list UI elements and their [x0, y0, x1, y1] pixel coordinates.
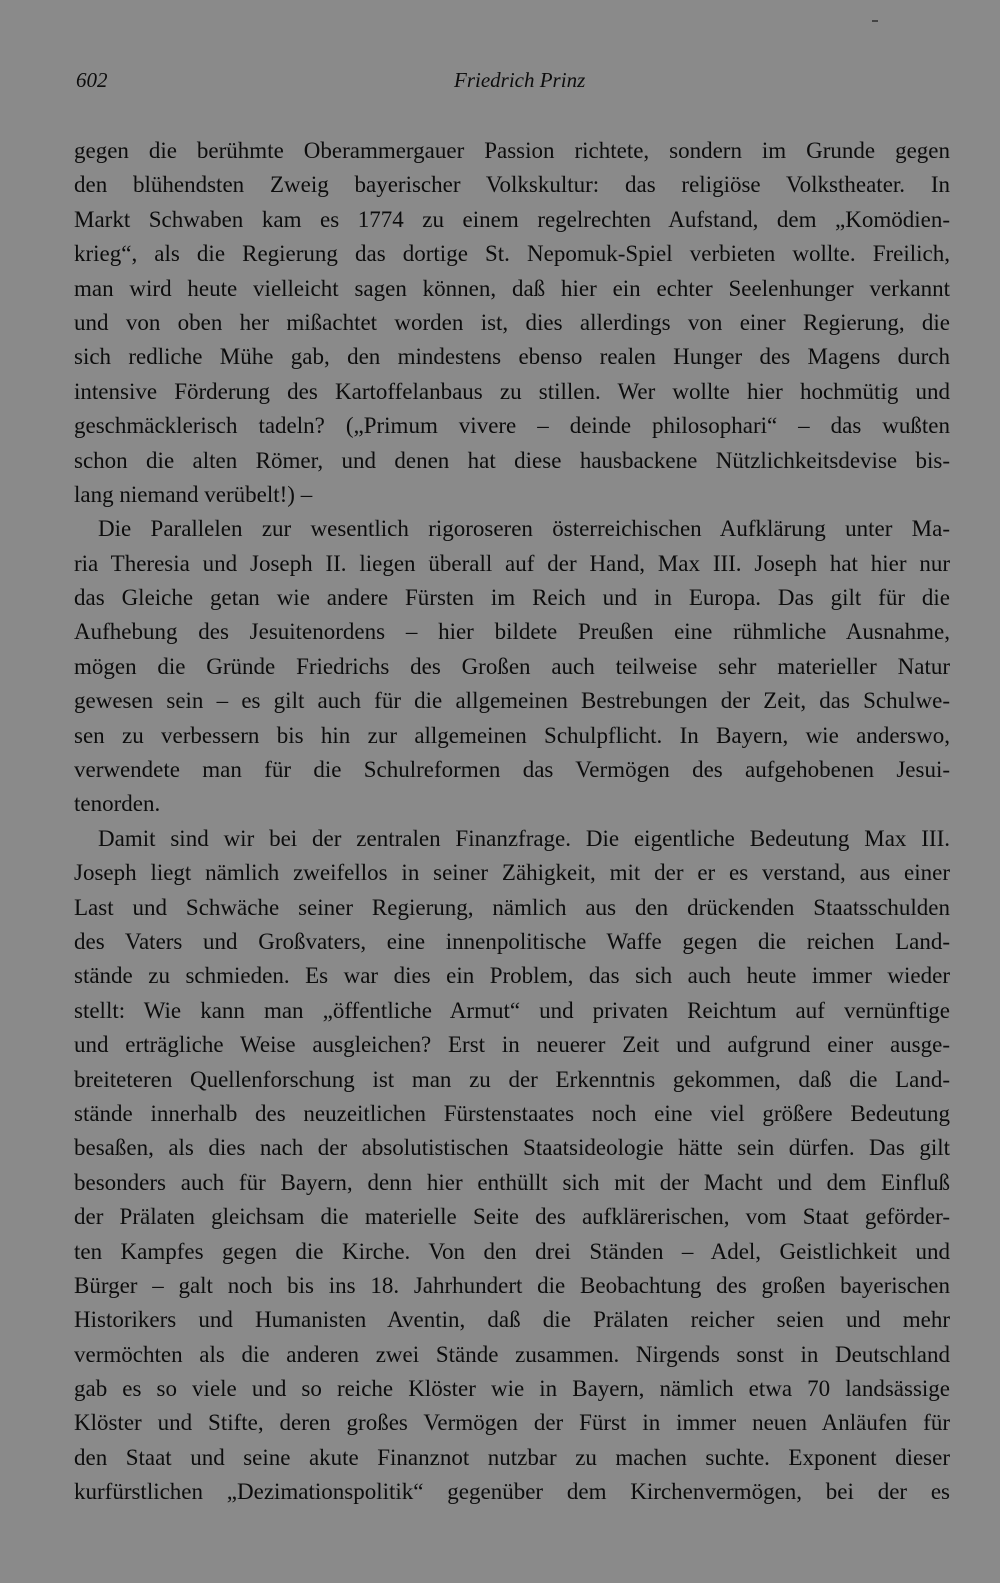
text-line: besonders auch für Bayern, denn hier enthüllt sich mit der Macht und dem Einfluß — [74, 1169, 950, 1195]
text-line: der Prälaten gleichsam die materielle Seite des aufklärerischen, vom Staat geförder- — [74, 1204, 950, 1230]
text-line: den Staat und seine akute Finanznot nutzbar zu machen suchte. Exponent dieser — [74, 1444, 950, 1470]
text-line: ten Kampfes gegen die Kirche. Von den drei Ständen – Adel, Geistlichkeit und — [74, 1238, 950, 1264]
text-line: gegen die berühmte Oberammergauer Passion richtete, sondern im Grunde gegen — [74, 138, 950, 163]
page-header — [76, 68, 946, 100]
text-line: vermöchten als die anderen zwei Stände zusammen. Nirgends sonst in Deutschland — [74, 1341, 950, 1367]
text-line: stände innerhalb des neuzeitlichen Fürstenstaates noch eine viel größere Bedeutung — [74, 1100, 950, 1126]
text-line: Klöster und Stifte, deren großes Vermögen der Fürst in immer neuen Anläufen für — [74, 1410, 950, 1436]
body-text — [74, 134, 950, 1510]
text-line: besaßen, als dies nach der absolutistischen Staatsideologie hätte sein dürfen. Das gilt — [74, 1135, 950, 1161]
text-line: und erträgliche Weise ausgleichen? Erst in neuerer Zeit und aufgrund einer ausge- — [74, 1032, 950, 1058]
text-line: lang niemand verübelt!) – — [74, 481, 313, 507]
text-line: des Vaters und Großvaters, eine innenpolitische Waffe gegen die reichen Land- — [74, 928, 950, 954]
text-line: Historikers und Humanisten Aventin, daß die Prälaten reicher seien und mehr — [74, 1307, 950, 1333]
text-line: stellt: Wie kann man „öffentliche Armut“ und privaten Reichtum auf vernünftige — [74, 997, 950, 1023]
text-line: gab es so viele und so reiche Klöster wie in Bayern, nämlich etwa 70 landsässige — [74, 1376, 950, 1402]
text-line: den blühendsten Zweig bayerischer Volkskultur: das religiöse Volkstheater. In — [74, 172, 950, 198]
running-head: Friedrich Prinz — [454, 68, 586, 92]
text-line: sich redliche Mühe gab, den mindestens ebenso realen Hunger des Magens durch — [74, 344, 950, 370]
text-line: intensive Förderung des Kartoffelanbaus zu stillen. Wer wollte hier hochmütig und — [74, 378, 950, 404]
text-line: Last und Schwäche seiner Regierung, nämlich aus den drückenden Staatsschulden — [74, 894, 950, 920]
text-line: man wird heute vielleicht sagen können, daß hier ein echter Seelenhunger verkannt — [74, 275, 950, 301]
text-line: Die Parallelen zur wesentlich rigoroseren österreichischen Aufklärung unter Ma- — [98, 516, 950, 542]
text-line: Aufhebung des Jesuitenordens – hier bildete Preußen eine rühmliche Ausnahme, — [74, 619, 950, 645]
text-line: sen zu verbessern bis hin zur allgemeinen Schulpflicht. In Bayern, wie anderswo, — [74, 722, 950, 748]
text-line: und von oben her mißachtet worden ist, dies allerdings von einer Regierung, die — [74, 309, 950, 335]
page-number: 602 — [76, 68, 108, 92]
text-line: stände zu schmieden. Es war dies ein Problem, das sich auch heute immer wieder — [74, 963, 950, 989]
scan-speck — [872, 20, 878, 22]
text-line: verwendete man für die Schulreformen das Vermögen des aufgehobenen Jesui- — [74, 757, 950, 783]
text-line: Damit sind wir bei der zentralen Finanzfrage. Die eigentliche Bedeutung Max III. — [98, 825, 950, 851]
text-line: das Gleiche getan wie andere Fürsten im Reich und in Europa. Das gilt für die — [74, 585, 950, 611]
text-line: tenorden. — [74, 791, 161, 817]
text-line: krieg“, als die Regierung das dortige St. Nepomuk-Spiel verbieten wollte. Freilich, — [74, 241, 950, 267]
text-line: breiteteren Quellenforschung ist man zu der Erkenntnis gekommen, daß die Land- — [74, 1066, 950, 1092]
text-line: ria Theresia und Joseph II. liegen überall auf der Hand, Max III. Joseph hat hier nur — [74, 550, 950, 576]
text-line: mögen die Gründe Friedrichs des Großen auch teilweise sehr materieller Natur — [74, 653, 950, 679]
text-line: geschmäcklerisch tadeln? („Primum vivere – deinde philosophari“ – das wußten — [74, 413, 950, 439]
text-line: kurfürstlichen „Dezimationspolitik“ gegenüber dem Kirchenvermögen, bei der es — [74, 1479, 950, 1505]
text-line: schon die alten Römer, und denen hat diese hausbackene Nützlichkeitsdevise bis- — [74, 447, 950, 473]
text-line: gewesen sein – es gilt auch für die allgemeinen Bestrebungen der Zeit, das Schulwe- — [74, 688, 950, 714]
text-line: Joseph liegt nämlich zweifellos in seiner Zähigkeit, mit der er es verstand, aus einer — [74, 860, 950, 886]
text-line: Bürger – galt noch bis ins 18. Jahrhundert die Beobachtung des großen bayerischen — [74, 1272, 950, 1298]
text-line: Markt Schwaben kam es 1774 zu einem regelrechten Aufstand, dem „Komödien- — [74, 206, 950, 232]
